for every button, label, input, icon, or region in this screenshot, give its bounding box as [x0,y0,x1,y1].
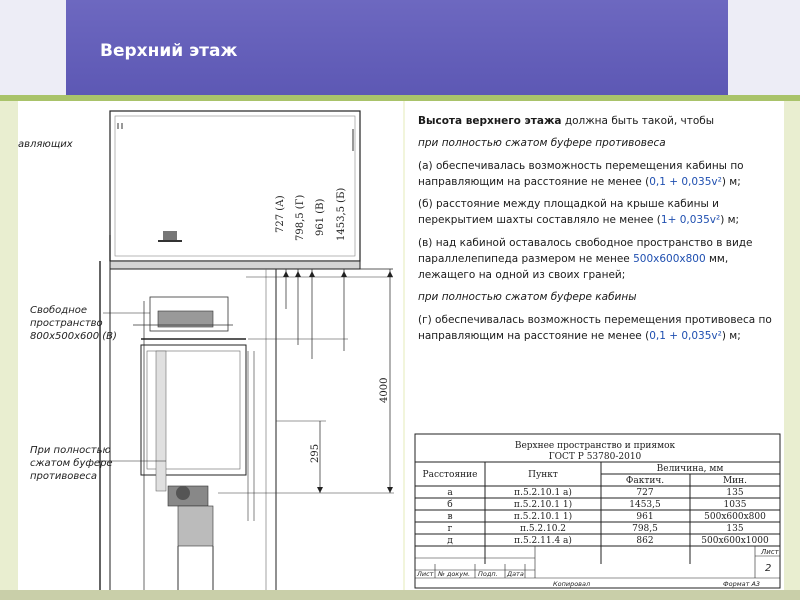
dim-arrow [387,487,393,493]
label-free-space-3: 800x500x600 (В) [30,331,117,342]
stamp-col-sign: Подп. [478,570,498,578]
row-d-actual: 862 [636,536,654,546]
stamp-copied: Копировал [553,580,591,588]
header-min: Мин. [722,476,748,486]
sheave [176,486,190,500]
row-a-dist: а [447,488,453,498]
header-item: Пункт [528,470,558,480]
label-buffer-2: сжатом буфере [30,458,113,469]
slide-title: Верхний этаж [100,41,238,61]
stamp-col-date: Дата [507,570,524,578]
row-b-item: п.5.2.10.1 1) [513,500,573,510]
item-g-formula: 0,1 + 0,035v² [649,329,722,342]
heading-car: при полностью сжатом буфере кабины [418,291,637,304]
label-free-space-1: Свободное [30,305,88,316]
row-v-min: 500х600х800 [704,512,766,522]
item-a-text: (а) обеспечивалась возможность перемещения кабины по направляющим на расстояние не менее ( [418,159,744,188]
dim-arrow [341,271,347,277]
item-g-text: (г) обеспечивалась возможность перемещения противовеса по направляющим на расстояние не менее ( [418,313,772,342]
intro-paragraph [418,113,778,129]
gost-table-panel [405,432,784,590]
row-b-dist: б [447,500,453,510]
machine-room [110,111,360,261]
header-actual: Фактич. [625,476,665,486]
row-b-min: 1035 [723,500,747,510]
item-v-end: мм, лежащего на одной из своих граней; [418,252,729,282]
dim-label-4000: 4000 [379,377,390,403]
item-v-size: 500х600х800 [633,252,706,265]
item-a [418,158,778,191]
row-d-item: п.5.2.11.4 а) [514,536,572,546]
counterweight [156,351,166,491]
item-b-text: (б) расстояние между площадкой на крыше кабины и перекрытием шахты составляло не менее ( [418,198,719,227]
item-g-end: ) м; [721,329,741,342]
item-b-formula: 1+ 0,035v² [660,214,721,227]
row-v-item: п.5.2.10.1 1) [513,512,573,522]
dim-arrow [317,487,323,493]
gost-table [405,432,784,590]
row-a-min: 135 [726,488,744,498]
item-a-formula: 0,1 + 0,035v² [649,175,722,188]
stamp-col-doc: № докум. [438,570,471,578]
stamp-format: Формат А3 [723,580,761,588]
item-v [418,235,778,284]
stamp-sheet-number: 2 [765,563,772,574]
dim-arrow [295,271,301,277]
elevator-drawing [18,101,403,590]
header-distance: Расстояние [422,470,478,480]
heading-counterweight: при полностью сжатом буфере противовеса [418,137,666,150]
row-g-item: п.5.2.10.2 [519,524,567,534]
table-title-2: ГОСТ Р 53780-2010 [548,452,642,462]
label-guides: авляющих [18,139,73,150]
roof-pulley [163,231,177,241]
dim-arrow [283,271,289,277]
dim-arrow [387,271,393,277]
item-v-text: (в) над кабиной оставалось свободное пространство в виде параллелепипеда размером не менее [418,236,753,265]
row-g-actual: 798,5 [632,524,658,534]
intro-rest: должна быть такой, чтобы [561,115,715,127]
right-stripe [784,101,800,591]
row-g-min: 135 [726,524,744,534]
requirements-text [418,113,778,350]
buffer-block [178,506,213,546]
row-a-actual: 727 [636,488,654,498]
stamp-sheet-label: Лист [761,548,779,556]
row-g-dist: г [447,524,453,534]
label-buffer-3: противовеса [30,471,98,482]
row-b-actual: 1453,5 [629,500,661,510]
stamp-col-list: Лист [417,570,434,578]
dim-label-b: 1453,5 (Б) [336,187,347,241]
item-a-end: ) м; [721,175,741,188]
row-d-min: 500х600х1000 [701,536,769,546]
intro-bold: Высота верхнего этажа [418,115,562,127]
dim-label-v: 961 (В) [315,198,326,236]
footer-band [0,590,800,600]
label-free-space-2: пространство [30,318,103,329]
left-stripe [0,101,18,591]
dim-label-a: 727 (А) [275,195,286,233]
label-buffer-1: При полностью [30,445,111,456]
dim-label-295: 295 [310,443,321,463]
item-g [418,312,778,345]
header-value: Величина, мм [656,464,724,474]
floor-slab [110,261,360,269]
row-v-actual: 961 [636,512,654,522]
requirements-panel [405,101,784,432]
row-a-item: п.5.2.10.1 а) [514,488,572,498]
dim-arrow [309,271,315,277]
item-b [418,196,778,229]
row-d-dist: д [447,536,453,546]
dim-label-g: 798,5 (Г) [295,194,306,241]
row-v-dist: в [447,512,453,522]
table-title-1: Верхнее пространство и приямок [514,441,676,451]
item-b-end: ) м; [720,214,740,227]
elevator-drawing-svg [18,101,403,590]
